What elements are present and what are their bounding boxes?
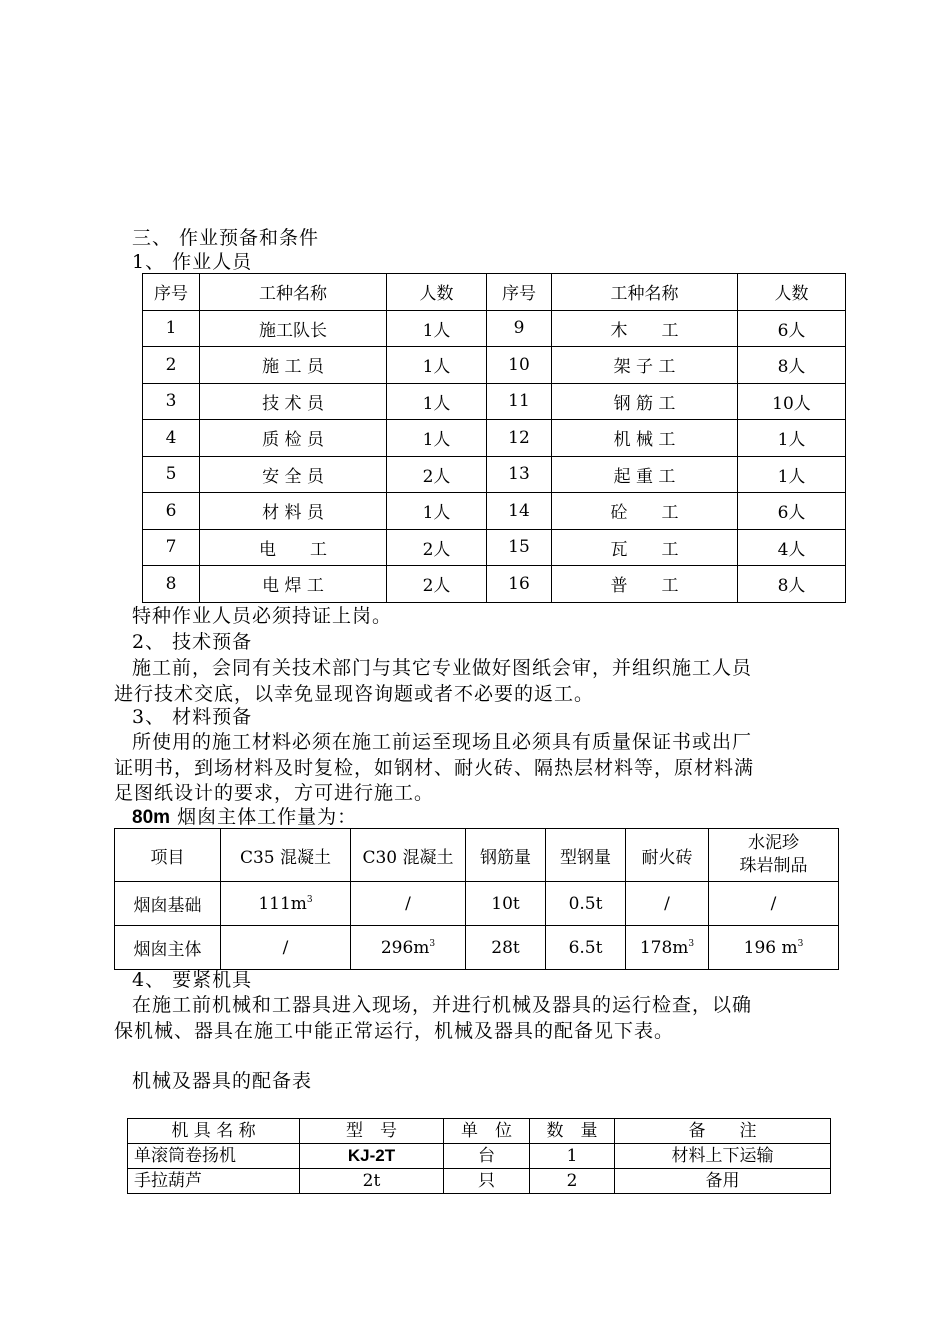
- table-cell: 10t: [466, 882, 546, 926]
- table-cell: 6人: [738, 310, 846, 347]
- header-cell: 序号: [487, 274, 552, 311]
- header-cell: 钢筋量: [466, 829, 546, 882]
- header-cell: C35 混凝土: [221, 829, 351, 882]
- table-cell: 木 工: [552, 310, 738, 347]
- header-line: 珠岩制品: [739, 856, 808, 876]
- table-cell: 施 工 员: [200, 347, 387, 384]
- quantity-title-rest: 烟囱主体工作量为：: [170, 806, 358, 828]
- table-cell: 2: [530, 1169, 615, 1194]
- table-cell: 8: [143, 566, 200, 603]
- table-cell: [626, 926, 709, 970]
- table-row: [143, 493, 846, 530]
- table-cell: 28t: [466, 926, 546, 970]
- table-cell: 2: [143, 347, 200, 384]
- table-row: [115, 926, 839, 970]
- table-header-row: [143, 274, 846, 311]
- table-row: [143, 383, 846, 420]
- table-cell: [351, 926, 466, 970]
- paragraph-line: 施工前，会同有关技术部门与其它专业做好图纸会审，并组织施工人员: [132, 657, 753, 679]
- cell-value: 196 m: [743, 937, 798, 958]
- table-cell: 10: [487, 347, 552, 384]
- table-cell: 材 料 员: [200, 493, 387, 530]
- table-cell: 施工队长: [200, 310, 387, 347]
- quantity-title-prefix: 80m: [132, 807, 171, 828]
- table-header-row: [115, 829, 839, 882]
- header-cell: 机 具 名 称: [128, 1119, 300, 1144]
- table-cell: 1人: [387, 420, 487, 457]
- header-cell: 工种名称: [200, 274, 387, 311]
- header-cell: 序号: [143, 274, 200, 311]
- table-cell: 7: [143, 529, 200, 566]
- cell-value: 111m: [258, 893, 307, 914]
- table-cell: KJ-2T: [300, 1144, 444, 1169]
- table-cell: 架 子 工: [552, 347, 738, 384]
- paragraph-line: 所使用的施工材料必须在施工前运至现场且必须具有质量保证书或出厂: [132, 731, 753, 753]
- table-cell: 台: [444, 1144, 530, 1169]
- table-cell: 技 术 员: [200, 383, 387, 420]
- table-cell: 13: [487, 456, 552, 493]
- table-cell: 8人: [738, 347, 846, 384]
- table-cell: 电 焊 工: [200, 566, 387, 603]
- staff-table: [142, 273, 846, 603]
- header-line: 水泥珍: [748, 833, 799, 853]
- table-cell: 砼 工: [552, 493, 738, 530]
- table-cell: 1: [530, 1144, 615, 1169]
- table-cell: 1人: [738, 456, 846, 493]
- table-cell: /: [626, 882, 709, 926]
- paragraph-line: 足图纸设计的要求，方可进行施工。: [114, 782, 435, 804]
- table-cell: 1人: [738, 420, 846, 457]
- table-cell: 质 检 员: [200, 420, 387, 457]
- header-cell: 人数: [738, 274, 846, 311]
- table-cell: 烟囱基础: [115, 882, 221, 926]
- header-cell: [709, 829, 839, 882]
- header-cell: 型 号: [300, 1119, 444, 1144]
- header-cell: 数 量: [530, 1119, 615, 1144]
- table-cell: 12: [487, 420, 552, 457]
- header-cell: 备 注: [615, 1119, 831, 1144]
- paragraph-line: 在施工前机械和工器具进入现场，并进行机械及器具的运行检查，以确: [132, 994, 753, 1016]
- cell-superscript: 3: [797, 938, 804, 949]
- table-header-row: [128, 1119, 831, 1144]
- cell-superscript: 3: [429, 938, 436, 949]
- header-cell: 耐火砖: [626, 829, 709, 882]
- header-cell: 项目: [115, 829, 221, 882]
- table-cell: 2人: [387, 529, 487, 566]
- header-cell: 工种名称: [552, 274, 738, 311]
- table-cell: 1人: [387, 310, 487, 347]
- table-cell: 1: [143, 310, 200, 347]
- table-row: [143, 456, 846, 493]
- table-cell: 只: [444, 1169, 530, 1194]
- subsection-title-material: 3、 材料预备: [132, 706, 253, 728]
- cell-superscript: 3: [688, 938, 695, 949]
- staff-note: 特种作业人员必须持证上岗。: [132, 605, 393, 627]
- machine-table-title: 机械及器具的配备表: [132, 1070, 313, 1092]
- table-cell: 备用: [615, 1169, 831, 1194]
- table-cell: 3: [143, 383, 200, 420]
- table-cell: 普 工: [552, 566, 738, 603]
- table-row: [143, 420, 846, 457]
- table-cell: 15: [487, 529, 552, 566]
- table-cell: 材料上下运输: [615, 1144, 831, 1169]
- machine-table: [127, 1118, 831, 1194]
- table-row: [128, 1144, 831, 1169]
- table-cell: 机 械 工: [552, 420, 738, 457]
- table-row: [128, 1169, 831, 1194]
- header-cell: C30 混凝土: [351, 829, 466, 882]
- table-cell: 14: [487, 493, 552, 530]
- table-cell: 6: [143, 493, 200, 530]
- quantity-table: [114, 828, 839, 970]
- table-row: [143, 566, 846, 603]
- subsection-title-staff: 1、 作业人员: [132, 251, 253, 273]
- header-cell: 人数: [387, 274, 487, 311]
- table-cell: 起 重 工: [552, 456, 738, 493]
- table-cell: [709, 926, 839, 970]
- header-cell: 型钢量: [546, 829, 626, 882]
- table-cell: 4人: [738, 529, 846, 566]
- cell-superscript: 3: [306, 894, 313, 905]
- table-cell: 2人: [387, 456, 487, 493]
- table-cell: 11: [487, 383, 552, 420]
- table-cell: 6人: [738, 493, 846, 530]
- section-title: 三、 作业预备和条件: [132, 227, 320, 249]
- table-row: [115, 882, 839, 926]
- table-cell: 2t: [300, 1169, 444, 1194]
- table-cell: 10人: [738, 383, 846, 420]
- table-cell: 16: [487, 566, 552, 603]
- paragraph-line: 进行技术交底，以幸免显现咨询题或者不必要的返工。: [114, 683, 595, 705]
- table-cell: 5: [143, 456, 200, 493]
- table-cell: 2人: [387, 566, 487, 603]
- table-cell: 1人: [387, 383, 487, 420]
- subsection-title-tech: 2、 技术预备: [132, 631, 253, 653]
- header-cell: 单 位: [444, 1119, 530, 1144]
- table-cell: 单滚筒卷扬机: [128, 1144, 300, 1169]
- table-cell: /: [351, 882, 466, 926]
- table-row: [143, 347, 846, 384]
- table-cell: 安 全 员: [200, 456, 387, 493]
- cell-value: 296m: [380, 937, 430, 958]
- table-cell: 4: [143, 420, 200, 457]
- table-cell: 1人: [387, 493, 487, 530]
- table-cell: 钢 筋 工: [552, 383, 738, 420]
- table-cell: 电 工: [200, 529, 387, 566]
- paragraph-line: 证明书，到场材料及时复检，如钢材、耐火砖、隔热层材料等，原材料满: [114, 757, 755, 779]
- table-cell: 6.5t: [546, 926, 626, 970]
- table-cell: 0.5t: [546, 882, 626, 926]
- table-row: [143, 529, 846, 566]
- table-cell: 1人: [387, 347, 487, 384]
- table-row: [143, 310, 846, 347]
- quantity-title: [132, 805, 357, 830]
- cell-value: 178m: [639, 937, 689, 958]
- table-cell: 8人: [738, 566, 846, 603]
- table-cell: [221, 882, 351, 926]
- table-cell: 烟囱主体: [115, 926, 221, 970]
- table-cell: /: [709, 882, 839, 926]
- table-cell: 9: [487, 310, 552, 347]
- table-cell: 手拉葫芦: [128, 1169, 300, 1194]
- table-cell: 瓦 工: [552, 529, 738, 566]
- paragraph-line: 保机械、器具在施工中能正常运行，机械及器具的配备见下表。: [114, 1020, 675, 1042]
- table-cell: /: [221, 926, 351, 970]
- subsection-title-machinery: 4、 要紧机具: [132, 969, 253, 991]
